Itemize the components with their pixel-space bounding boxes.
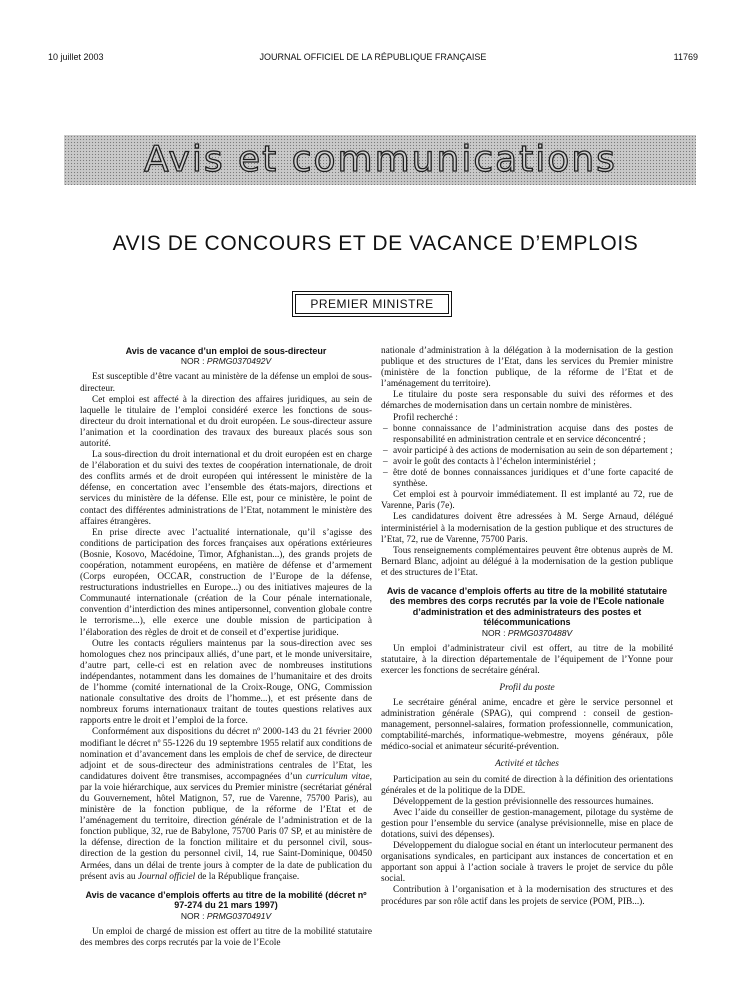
profil-label: Profil recherché : (393, 412, 458, 423)
header-journal-title: JOURNAL OFFICIEL DE LA RÉPUBLIQUE FRANÇAISE (259, 52, 487, 62)
paragraph: Contribution à l’organisation et à la modernisation des structures et des procédures par son rôle actif dans les projets de service (POM, PIB...). (381, 885, 673, 907)
header-page-number: 11769 (673, 52, 698, 62)
header-date: 10 juillet 2003 (48, 52, 104, 62)
paragraph: Cet emploi est affecté à la direction des affaires juridiques, au sein de laquelle le titulaire de l’emploi considéré exerce les fonctions de sous-directeur du droit international et du droit européen. Le sous-directeur assure l’animation et la coordination des travaux des bureaux placés sous son autorité. (80, 394, 372, 449)
paragraph: nationale d’administration à la délégation à la modernisation de la gestion publique et des structures de l’Etat, dans les services du Premier ministre (ministère de la fonction publique, de la réforme de l’Etat et de l’aménagement du territoire). (381, 346, 673, 390)
nor-label: NOR : (180, 356, 205, 367)
paragraph: Les candidatures doivent être adressées à M. Serge Arnaud, délégué interministériel à la modernisation de la gestion publique et des structures de l’Etat, 72, rue de Varenne, 75700 Paris. (381, 512, 673, 545)
paragraph: Développement du dialogue social en étant un interlocuteur permanent des organisations syndicales, en participant aux instances de concertation et en apportant son appui à l’action sociale à travers le projet de service du pôle social. (381, 841, 673, 885)
text-run-italic: curriculum vitae (306, 771, 370, 782)
text-run-italic: Journal officiel (137, 871, 196, 882)
main-heading: AVIS DE CONCOURS ET DE VACANCE D’EMPLOIS (112, 232, 639, 255)
left-column (80, 346, 372, 949)
nor-code: PRMG0370491V (206, 910, 272, 921)
paragraph: La sous-direction du droit international et du droit européen est en charge de l’élaboration et du suivi des textes de coopération internationale, de droit des conflits armés et de droit européen qui intéressent le ministère de la défense, en concertation avec l’ensemble des états-majors, directions et services du ministère de la défense. Elle est, pour ce ministère, le point de contact des différentes administrations de l’Etat, notamment le ministère des affaires étrangères. (80, 450, 372, 527)
paragraph: En prise directe avec l’actualité internationale, qu’il s’agisse des conditions de participation des forces françaises aux opérations extérieures (Bosnie, Kosovo, Macédoine, Timor, Afghanistan...), des grands projets de coopération, notamment européens, en matière de défense et d’armement (Corps européen, OCCAR, construction de l’Europe de la défense, restructurations industrielles en Europe...) ou des initiatives majeures de la Communauté internationale (création de la Cour pénale internationale, convention d’interdiction des mines antipersonnel, convention globale contre le terrorisme...), elle exerce une double mission de participation à l’élaboration des règles de droit et de conseil et d’expertise juridique. (80, 527, 372, 638)
paragraph: Un emploi d’administrateur civil est offert, au titre de la mobilité statutaire, à la direction départementale de l’équipement de l’Yonne pour exercer les fonctions de secrétaire général. (381, 643, 673, 676)
notice-1-title: Avis de vacance d’un emploi de sous-directeur (125, 346, 327, 356)
nor-label: NOR : (481, 627, 506, 638)
paragraph: Outre les contacts réguliers maintenus par la sous-direction avec ses homologues chez nos principaux alliés, d’une part, et le monde universitaire, d’autre part, celle-ci est en relation avec de nombreuses institutions indépendantes, notamment dans les domaines de l’humanitaire et des droits de l’homme (comité international de la Croix-Rouge, ONG, Commission nationale consultative des droits de l’homme...), et est présente dans de nombreux forums internationaux traitant de toutes questions relatives aux rapports entre le droit et l’emploi de la force. (80, 638, 372, 727)
paragraph: Participation au sein du comité de direction à la définition des orientations générales et de la politique de la DDE. (381, 774, 673, 796)
paragraph: Tous renseignements complémentaires peuvent être obtenus auprès de M. Bernard Blanc, adjoint au délégué à la modernisation de la gestion publique et des structures de l’Etat. (381, 545, 673, 578)
paragraph: Avec l’aide du conseiller de gestion-management, pilotage du système de gestion pour l’ensemble du service (analyse prévisionnelle, mise en place de dotations, suivi des dépenses). (381, 807, 673, 840)
paragraph: Un emploi de chargé de mission est offert au titre de la mobilité statutaire des membres des corps recrutés par la voie de l’Ecole (80, 926, 372, 948)
notice-2-title: Avis de vacance d’emplois offerts au titre de la mobilité (décret nº 97-274 du 21 mars 1997) (85, 889, 367, 911)
paragraph (80, 727, 372, 882)
ministry-heading: PREMIER MINISTRE (292, 291, 452, 317)
section-banner (64, 135, 696, 185)
paragraph: Cet emploi est à pourvoir immédiatement. Il est implanté au 72, rue de Varenne, Paris (7e). (381, 490, 673, 512)
paragraph: Le secrétaire général anime, encadre et gère le service personnel et administration générale (SPAG), qui comprend : conseil de gestion-management, personnel-salaires, formation professionnelle, communication, comptabilité-marchés, informatique-webmestre, moyens généraux, pôle médico-social et animateur sécurité-prévention. (381, 697, 673, 753)
text-run: , par la voie hiérarchique, aux services du Premier ministre (secrétariat général du Gouvernement, hôtel Matignon, 57, rue de Varenne, 75700 Paris), au ministère de la fonction publique, de la réforme de l’Etat et de l’aménagement du territoire, direction générale de l’administration et de la fonction publique, 32, rue de Babylone, 75700 Paris 07 SP, et au ministère de la défense, direction de la fonction militaire et du personnel civil, sous-direction de la gestion du personnel civil, 14, rue Saint-Dominique, 00450 Armées, dans un délai de trente jours à compter de la date de publication du présent avis au (80, 771, 372, 882)
notice-3-nor (381, 628, 673, 638)
running-header (48, 52, 698, 66)
text-run: de la République française. (195, 871, 300, 882)
subheading-activite: Activité et tâches (495, 759, 559, 770)
paragraph: Est susceptible d’être vacant au ministère de la défense un emploi de sous-directeur. (80, 372, 372, 394)
paragraph: Le titulaire du poste sera responsable du suivi des réformes et des démarches de modernisation dans un certain nombre de ministères. (381, 390, 673, 412)
banner-title: Avis et communications (144, 139, 617, 180)
notice-2-nor (80, 911, 372, 921)
text-run: Conformément aux dispositions du décret nº 2000-143 du 21 février 2000 modifiant le décret nº 55-1226 du 19 septembre 1955 relatif aux conditions de nomination et d’avancement dans les emplois de chef de service, de directeur adjoint et de sous-directeur des administrations centrales de l’Etat, les candidatures doivent être transmises, accompagnées d’un (80, 727, 372, 782)
right-column (381, 346, 673, 908)
list-item: – bonne connaissance de l’administration acquise dans des postes de responsabilité en administration centrale et en service déconcentré ; (381, 424, 673, 446)
notice-1-nor (80, 356, 372, 366)
nor-code: PRMG0370492V (206, 356, 272, 367)
notice-3-title: Avis de vacance d’emplois offerts au titre de la mobilité statutaire des membres des corps recrutés par la voie de l’Ecole nationale d’administration et des administrateurs des postes et télécommunications (386, 585, 668, 628)
nor-code: PRMG0370488V (507, 627, 573, 638)
profile-list (381, 424, 673, 491)
list-item: – être doté de bonnes connaissances juridiques et d’une forte capacité de synthèse. (381, 468, 673, 490)
paragraph: Développement de la gestion prévisionnelle des ressources humaines. (393, 796, 654, 807)
list-item: – avoir le goût des contacts à l’échelon interministériel ; (381, 457, 673, 468)
nor-label: NOR : (180, 910, 205, 921)
list-item: – avoir participé à des actions de modernisation au sein de son département ; (381, 446, 673, 457)
subheading-profil: Profil du poste (499, 682, 555, 693)
